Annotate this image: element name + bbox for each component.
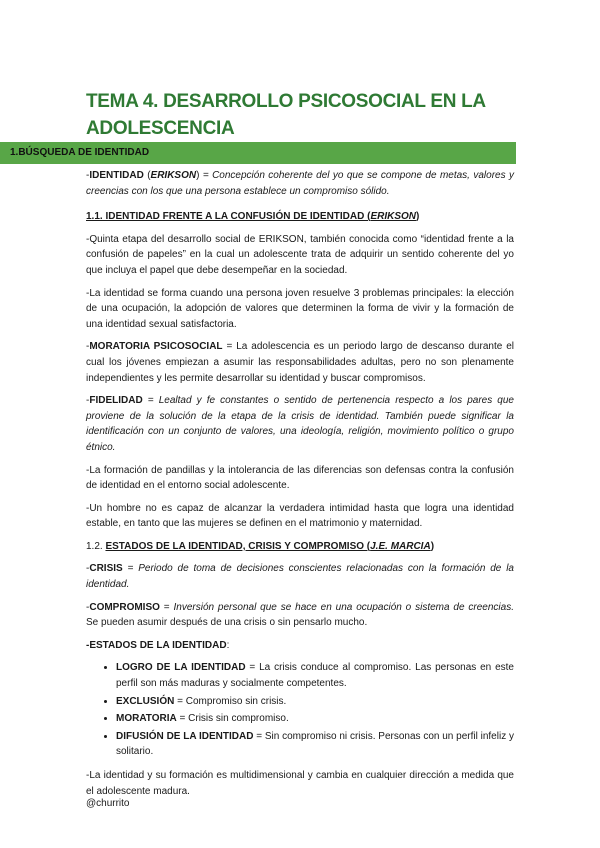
document-body [86, 168, 514, 806]
footer-author: @churrito [86, 798, 130, 809]
term-identidad: IDENTIDAD [89, 170, 144, 181]
estados-heading: -ESTADOS DE LA IDENTIDAD: [86, 639, 230, 651]
subheading-1-2: 1.2. ESTADOS DE LA IDENTIDAD, CRISIS Y COMPROMISO (J.E. MARCIA) [86, 540, 435, 552]
estados-list [86, 660, 514, 760]
paragraph-identidad: -IDENTIDAD (ERIKSON) = Concepción coherente del yo que se compone de metas, valores y creencias con los que una persona establece un compromiso sólido. [86, 170, 514, 197]
paragraph-hombre: -Un hombre no es capaz de alcanzar la verdadera intimidad hasta que logra una identidad estable, en tanto que las mujeres se definen en el matrimonio y maternidad. [86, 502, 514, 530]
author-erikson: ERIKSON [150, 170, 197, 181]
list-item: • EXCLUSIÓN = Compromiso sin crisis. [116, 694, 514, 710]
paragraph-moratoria: -MORATORIA PSICOSOCIAL = La adolescencia es un periodo largo de descanso durante el cual los jóvenes empiezan a asumir las responsabilidades adultas, pero no son plenamente independientes y les permite desarrollar su identidad y buscar compromisos. [86, 341, 515, 384]
paragraph-quinta-etapa: -Quinta etapa del desarrollo social de ERIKSON, también conocida como “identidad frente a la confusión de papeles” en la cual un adolescente trata de adquirir un sentido coherente del yo que incluya el papel que debe desempeñar en la sociedad. [86, 233, 514, 276]
paragraph-problemas: -La identidad se forma cuando una persona joven resuelve 3 problemas principales: la elección de una ocupación, la adopción de valores que determinen la forma de vivir y la formación de una identidad sexual satisfactoria. [86, 287, 514, 330]
paragraph-pandillas: -La formación de pandillas y la intolerancia de las diferencias son defensas contra la confusión de identidad en el entorno social adolescente. [86, 464, 514, 492]
list-item: • LOGRO DE LA IDENTIDAD = La crisis conduce al compromiso. Las personas en este perfil son más maduras y socialmente competentes. [116, 660, 514, 691]
paragraph-final: -La identidad y su formación es multidimensional y cambia en cualquier dirección a medida que el adolescente madura. [86, 770, 514, 797]
term-compromiso: COMPROMISO [89, 601, 160, 613]
list-item: • MORATORIA = Crisis sin compromiso. [116, 711, 514, 727]
term-crisis: CRISIS [89, 563, 123, 575]
page-title: TEMA 4. DESARROLLO PSICOSOCIAL EN LA ADOLESCENCIA [86, 91, 486, 139]
term-moratoria-psicosocial: MORATORIA PSICOSOCIAL [89, 341, 223, 353]
subheading-1-1: 1.1. IDENTIDAD FRENTE A LA CONFUSIÓN DE IDENTIDAD (ERIKSON) [86, 211, 420, 223]
section-heading-busqueda: 1.BÚSQUEDA DE IDENTIDAD [0, 142, 516, 164]
term-fidelidad: FIDELIDAD [89, 395, 143, 407]
paragraph-fidelidad: -FIDELIDAD = Lealtad y fe constantes o sentido de pertenencia respecto a los pares que proviene de la solución de la etapa de la crisis de identidad. También puede significar la identificación con un conjunto de valores, una ideología, religión, movimiento político o grupo étnico. [86, 395, 514, 453]
paragraph-crisis: -CRISIS = Periodo de toma de decisiones conscientes relacionadas con la formación de la identidad. [86, 563, 514, 591]
paragraph-compromiso: -COMPROMISO = Inversión personal que se hace en una ocupación o sistema de creencias. Se pueden asumir después de una crisis o sin pensarlo mucho. [86, 601, 514, 629]
list-item: • DIFUSIÓN DE LA IDENTIDAD = Sin compromiso ni crisis. Personas con un perfil infeliz y solitario. [116, 729, 514, 760]
